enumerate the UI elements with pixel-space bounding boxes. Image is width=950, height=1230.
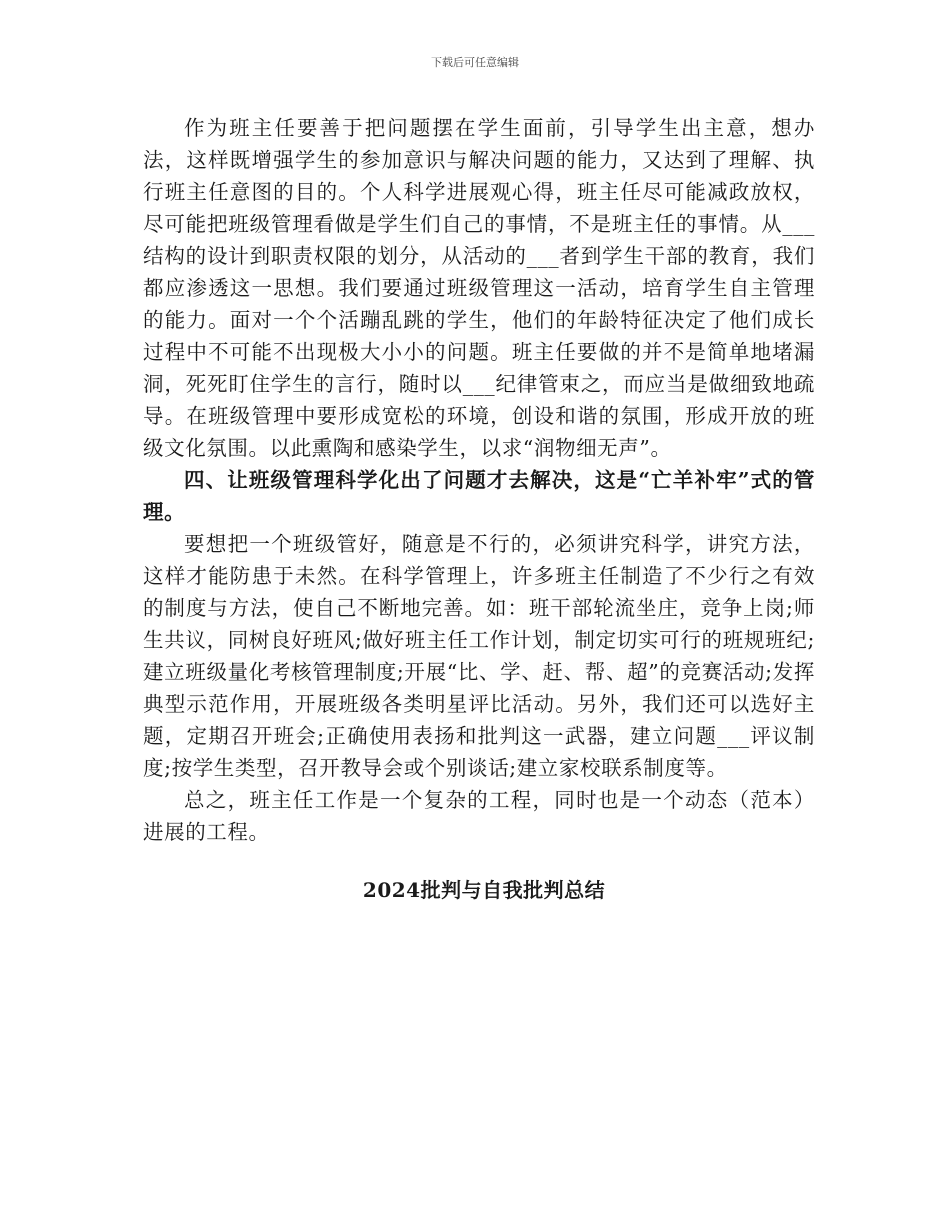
paragraph-class-management: 作为班主任要善于把问题摆在学生面前，引导学生出主意，想办法，这样既增强学生的参加意识与解决问题的能力，又达到了理解、执行班主任意图的目的。个人科学进展观心得，班主任尽可能减政放权，尽可能把班级管理看做是学生们自己的事情，不是班主任的事情。从___结构的设计到职责权限的划分，从活动的___者到学生干部的教育，我们都应渗透这一思想。我们要通过班级管理这一活动，培育学生自主管理的能力。面对一个个活蹦乱跳的学生，他们的年龄特征决定了他们成长过程中不可能不出现极大小小的问题。班主任要做的并不是简单地堵漏洞，死死盯住学生的言行，随时以___纪律管束之，而应当是做细致地疏导。在班级管理中要形成宽松的环境，创设和谐的氛围，形成开放的班级文化氛围。以此熏陶和感染学生，以求“润物细无声”。 bbox=[143, 116, 815, 460]
paragraph-conclusion: 总之，班主任工作是一个复杂的工程，同时也是一个动态（范本）进展的工程。 bbox=[143, 788, 815, 844]
document-title: 2024批判与自我批判总结 bbox=[362, 878, 606, 902]
section-heading-four: 四、让班级管理科学化出了问题才去解决，这是“亡羊补牢”式的管理。 bbox=[143, 468, 815, 524]
paragraph-scientific-management: 要想把一个班级管好，随意是不行的，必须讲究科学，讲究方法，这样才能防患于未然。在科学管理上，许多班主任制造了不少行之有效的制度与方法，使自己不断地完善。如：班干部轮流坐庄，竞争上岗;师生共议，同树良好班风;做好班主任工作计划，制定切实可行的班规班纪;建立班级量化考核管理制度;开展“比、学、赶、帮、超”的竞赛活动;发挥典型示范作用，开展班级各类明星评比活动。另外，我们还可以选好主题，定期召开班会;正确使用表扬和批判这一武器，建立问题___评议制度;按学生类型，召开教导会或个别谈话;建立家校联系制度等。 bbox=[143, 532, 815, 780]
document-body bbox=[143, 112, 815, 903]
page-header: 下载后可任意编辑 bbox=[431, 56, 519, 69]
